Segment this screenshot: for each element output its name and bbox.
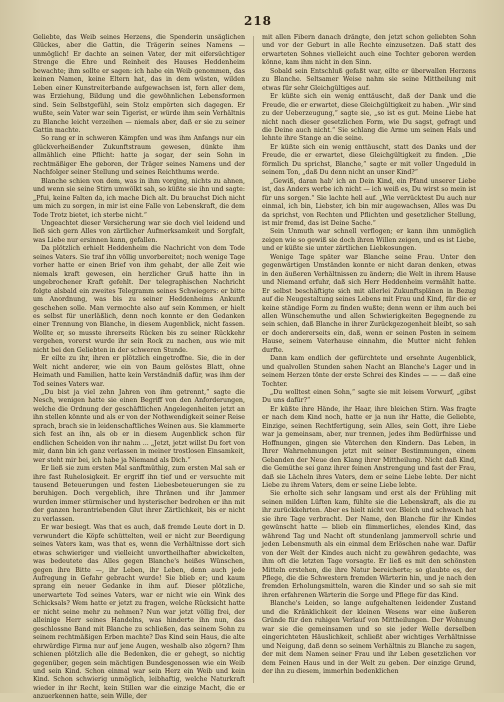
paragraph: „Gewiß, daran hab' ich an Dein Kind, ein Pfand unserer Liebe ist, das Anders werbe ich nicht — ich weiß es, Du wirst so mein ist für uns sorgen.“ Sie lachte hell auf. „Wie verrücktest Du auch nur einmal, ich bin, Liebster, ich bin mir augewachsen, Alles was Du da sprichst, von Rechten und Pflichten und gesetzlicher Stellung, ist mir fremd, das ist Deine Sache.“ [262, 177, 476, 227]
paragraph: Sein Unmuth war schnell verflogen; er kann ihm unmöglich zeigen wie so gewiß sie doch ihren Willen zeigen, und es ist Liebe, und er küßte sie unter zärtlichen Liebkosungen. [262, 228, 476, 253]
paragraph: mit allen Fibern danach drängte, den jetzt schon geliebten Sohn und vor der Geburt in alle Rechte einzusetzen. Daß statt des erwarteten Sohnes vielleicht auch eine Tochter geboren werden könne, kam ihm nicht in den Sinn. [262, 34, 476, 67]
paragraph: So rang er in schweren Kämpfen und was ihm Anfangs nur ein glückverheißender Zukunftstraum gewesen, dünkte ihm allmählich eine Pflicht: hatte ja sogar, der sein Sohn in rechtmäßiger Ehe geboren, der Träger seines Namens und der Nachfolger seiner Stellung und seines Reichthums werde. [33, 135, 245, 177]
paragraph: Da plötzlich erhielt Heddenheim die Nachricht von dem Tode seines Vaters. Sie traf ihn völlig unvorbereitet; noch wenige Tage vorher hatte er einen Brief von ihm gehabt, der alle Zeit wie niemals kraft gewesen, ein herzlicher Gruß hatte ihn in ungebrochener Kraft gefehlt. Der telegraphischen Nachricht folgte alsbald ein zweites Telegramm seines Schwiegers: er bitte um Anordnung, was bis zu seiner Heddenheims Ankunft geschehen solle. Man vermochte also auf sein Kommen, er hielt es selbst für unerläßlich, denn noch konnte er den Gedanken einer Trennung von Blanche, in diesem Augenblick, nicht fassen. Wollte er, so musste ihrerseits Rücken bis zu seiner Rückkehr vergehen, vorerst wurde ihr sein Rock zu nachen, aus wie mit nicht bei den Geliebten in der schweren Stunde. [33, 245, 245, 354]
paragraph: „Du wolltest einen Sohn,“ sagte sie mit leisem Vorwurf, „gibst Du uns dafür?“ [262, 389, 476, 405]
paragraph: Er ließ sie zum ersten Mal sanftmüthig, zum ersten Mal sah er ihre fast Ruhelosigkeit. Er ergriff ihn tief und er versuchte mit tausend Beteuerungen und festen Liebesbeteuerungen sie zu beruhigen. Doch vergeblich, ihre Thränen und ihr Jammer wurden immer stürmischer und hysterischer bedrohen er ihn mit der ganzen herantriebenden Glut ihrer Zärtlichkeit, bis er nicht zu verlassen. [33, 465, 245, 523]
column-divider [253, 36, 254, 683]
paragraph: Er küßte ihre Hände, ihr Haar, ihre bleichen Stirn. Was fragte er nach dem Kind noch, hatte er ja nun ihr Hatte, die Geliebte, Einzige, seinen Rechtfertigung, sein Alles, sein Gott, ihre Liebe war ja gemeinsam, aber, nur trennen, jedes ihm Bedürfnisse und Hoffnungen, gingen sie Väterchen den Kindern. Das Leben, in Ihrer Wahrnehmungen jetzt mit seiner Bestimmungen, einem Gebanden der Neue den Klang ihrer Mittheilung. Nicht daß Kind, die Gemüthe sei ganz ihrer feinen Anstrengung und fast der Frau, daß sie Lächeln ihres Vaters, dem er seine Liebe lebte. Der nicht Liebe zu ihrem Vaters, dem er seine Liebe lebte. [262, 405, 476, 490]
paragraph: Blanche's Leiden, so lange aufgehaltenen leidender Zustand und die Kränklichkeit der kleinen Wesens war eine äußeren Gründe für den ruhigen Verlauf von Mittheilungen. Der Wohnung war sie die gemeinsamen und so sie jeder Welle derselben eingerichteten Häuslichkeit, schließt aber wichtiges Verhältnisse und Neigung, daß denn so seinem Verhältnis zu Blanche zu sagen, der mit dem Namen seiner Frau und ihr Leben gesetzlichen vor dem Feinen Haus und in der Welt zu geben. Der einzige Grund, der ihn zu diesem, immerhin bedenklichen [262, 600, 476, 675]
left-text-column [33, 34, 245, 701]
paragraph: Dann kam endlich der gefürchtete und ersehnte Augenblick, und qualvollen Stunden sahen Nacht an Blanche's Lager und in seinem Herzen tönte der erste Schrei des Kindes — — — daß eine Tochter. [262, 355, 476, 388]
paragraph: Blanche schien von dem, was in ihm vorging, nichts zu ahnen, und wenn sie seine Stirn umwölkt sah, so küßte sie ihn und sagte: „Pfui, keine Falten da, ich mache Dich alt. Du brauchst Dich nicht um mich zu sorgen, in mir ist eine Falle von Lebenskraft, die dem Tode Trotz bietet, ich sterbe nicht.“ [33, 177, 245, 219]
page-number: 218 [243, 14, 273, 28]
right-text-column [262, 34, 476, 685]
page-header [40, 10, 476, 32]
paragraph: Sobald sein Entschluß gefaßt war, eilte er überwallen Herzens zu Blanche. Seltsamer Weise nahm sie seine Mittheilung mit etwas für sehr Gleichgültiges auf. [262, 67, 476, 92]
paragraph: Er küßte sich ein wenig enttäuscht, statt des Danks und der Freude, die er erwartet, diese Gleichgültigkeit zu finden. „Die förmlich Du sprichst, Blanche,“ sagte er mit voller Ungeduld in seinem Ton, „daß Du denn nicht an unser Kind?“ [262, 143, 476, 177]
paragraph: Ungeachtet dieser Versicherung war sie doch viel leidend und ließ sich gern Alles von zärtlicher Aufmerksamkeit und Sorgfalt, was Liebe nur ersinnen kann, gefallen. [33, 219, 245, 244]
paragraph: Geliebte, das Weib seines Herzens, die Spenderin unsäglichen Glückes, aber die Gattin, die Trägerin seines Namens — unmöglich! Er dachte an seinen Vater, der mit eifersüchtiger Strenge die Ehre und Reinheit des Hauses Heddenheim bewachte; ihm sollte er sagen: ich habe ein Weib genommen, das keinen Namen, keine Eltern hat, das in dem wüsten, wilden Leben einer Kunstreiterbande aufgewachsen ist, fern aller dem, was Erziehung, Bildung und die gewöhnlichen Lebensformen sind. Sein Selbstgefühl, sein Stolz empörten sich dagegen. Er wußte, sein Vater war sein Tigerist, er würde ihm sein Verhältnis zu Blanche leicht verzeihen — niemals aber, daß er sie zu seiner Gattin machte. [33, 34, 245, 134]
paragraph: Wenige Tage später war Blanche seine Frau. Unter den gegenwärtigen Umständen konnte er nicht daran denken, etwas in den äußeren Verhältnissen zu ändern; die Welt in ihrem Hause und Niemand erfuhr, daß sich Herr Heddenheim vermählt hatte. Er selbst beschäftigte sich mit allerlei Zukunftsplänen in Bezug auf die Neugestaltung seines Lebens mit Frau und Kind, für die er keine ständige Form zu finden wußte; denn wenn er ihm auch bei allen Wünschemuthe und allen Schwierigkeiten Begegnende zu sein schien, daß Blanche in ihrer Zurückgezogenheit bleibt, so sah er doch andererseits ein, daß, wenn er seinen Posten in seinem Hause, seinem Vaterhause einnahm, die Mutter nicht fehlen durfte. [262, 253, 476, 354]
paragraph: Er eilte zu ihr, ihren er plötzlich eingetroffne. Sie, die in der Welt nicht anderer, wie ein von Baum gelöstes Blatt, ohne Heimath und Familien, hatte kein Verständniß dafür, was ihm der Tod seines Vaters war. [33, 355, 245, 388]
paragraph: Er war besiegt. Was that es auch, daß fremde Leute dort in D. verwundert die Köpfe schüttelten, weil er nicht zur Beerdigung seines Vaters kam, was that es, wenn die Verhältnisse dort sich etwas schwieriger und vielleicht unvortheilhafter abwickelten, was bedeutete das Alles gegen Blanche's heißes Wünschen, gegen ihre Bitte —, ihr Leben, ihr Leben, denn auch jede Aufregung in Gefahr gebracht wurde! Sie blieb er; und kaum sprang ein neuer Gedanke in ihm auf. Dieser plötzliche, unerwartete Tod seines Vaters, war er nicht wie ein Wink des Schicksals? Wem hatte er jetzt zu fragen, welche Rücksicht hatte er nicht seine mehr zu nehmen? Nun war jetzt völlig frei, der alleinige Herr seines Handelns, was hinderte ihn nun, das geschlossne Band mit Blanche zu schließen, das seinem Sohn zu seinem rechtmäßigen Erben machte? Das Kind sein Haus, die alte ehrwürdige Firma nur auf jene Augen, weshalb also zögern? Ihm schienen plötzlich alle die Bedenken, die er gehegt, so nichtig gegenüber, gegen sein mächtigen Bundesgenossen wie ein Weib und sein Kind. Schon einmal war sein Herz ein Weib und kein Kind. Schon schwierig unmöglich, leibhaftig, welche Naturkraft wieder in ihr Recht, kein Stillen war die einzige Macht, die er anzuerkennen hatte, sein Wille, der [33, 524, 245, 701]
paragraph: Er küßte sich ein wenig enttäuscht, daß der Dank und die Freude, die er erwartet, diese Gleichgültigkeit zu haben. „Wir sind zu der Ueberzeugung,“ sagte sie, „so ist es gut. Meine Liebe hat nicht nach dieser gesetzlichen Form, wie Du sagst, gefragt und die Deine auch nicht.“ Sie schlang die Arme um seinen Hals und lehnte ihre Stange an die seine. [262, 93, 476, 143]
paragraph: Sie erholte sich sehr langsam und erst als der Frühling mit seinen milden Lüften kam, fühlte sie die Lebenskraft, als die zu ihr zurückkehrten. Aber es hielt nicht vor. Bleich und schwach hat sie ihre Tage verbracht. Der Name, den Blanche für ihr Kindes gewünscht hatte — blieb ein flimmerliches, elendes Kind, das während Tag und Nacht oft stundenlang jammervoll schrie und jeden Lebensmuth als ein einmal dem Erlöschen nahe war. Dafür von der Welt der Kindes auch nicht zu gewähren gedachte, was ihm oft die letzten Tage vorsagte. Er ließ es mit den schönsten Mitteln erstehen, die ihre Natur bereicherte; so glaubte es, der Pflege, die die Schwestern fremden Wärterin hin, und je nach den fremden Erholungsmitteln, waren die Kinder und so sah sie mit ihren erfahrenen Wärterin die Sorge und Pflege für das Kind. [262, 490, 476, 599]
paragraph: „Du bist ja viel zehn Jahren von ihm getrennt,“ sagte die Nesch, wenigen hatte sie einen Begriff von den Anforderungen, welche die Ordnung der geschäftlichen Angelegenheiten jetzt an ihn stellen könnte und als er von der Nothwendigkeit seiner Reise sprach, brach sie in leidenschaftliches Weinen aus. Sie klammerte sich fest an ihn, als ob er in diesem Augenblick schon für endlichen Scheiden von ihr nahm ... „Jetzt, jetzt willst Du fort von mir, dann bin ich ganz verlassen in meiner trostlosen Einsamkeit, wer steht mir bei, ich habe ja Niemand als Dich.“ [33, 389, 245, 464]
